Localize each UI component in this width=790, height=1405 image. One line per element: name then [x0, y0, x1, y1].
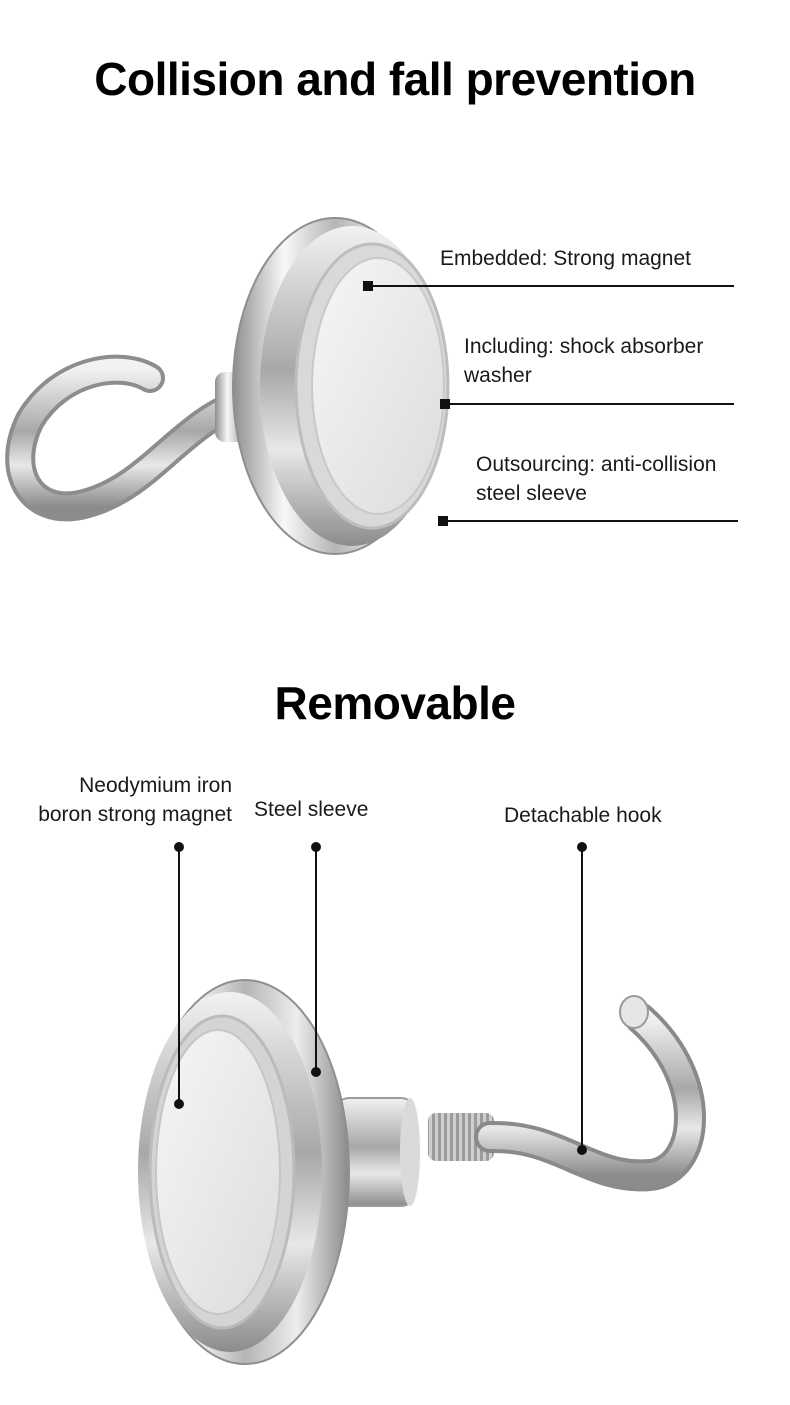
callout-anti-collision-sleeve: Outsourcing: anti-collision steel sleeve [476, 453, 717, 505]
section-2-heading: Removable [274, 677, 516, 729]
detachable-hook-part [428, 996, 690, 1175]
callout-shock-absorber-washer: Including: shock absorber washer [464, 335, 704, 387]
callout-detachable-hook: Detachable hook [504, 804, 662, 827]
section-1-heading: Collision and fall prevention [94, 53, 696, 105]
callout-neodymium-magnet: Neodymium iron boron strong magnet [38, 774, 232, 826]
assembled-magnet-hook [20, 218, 448, 554]
callout-steel-sleeve: Steel sleeve [254, 798, 369, 821]
callout-embedded-magnet: Embedded: Strong magnet [440, 247, 691, 270]
magnet-base [138, 980, 420, 1364]
